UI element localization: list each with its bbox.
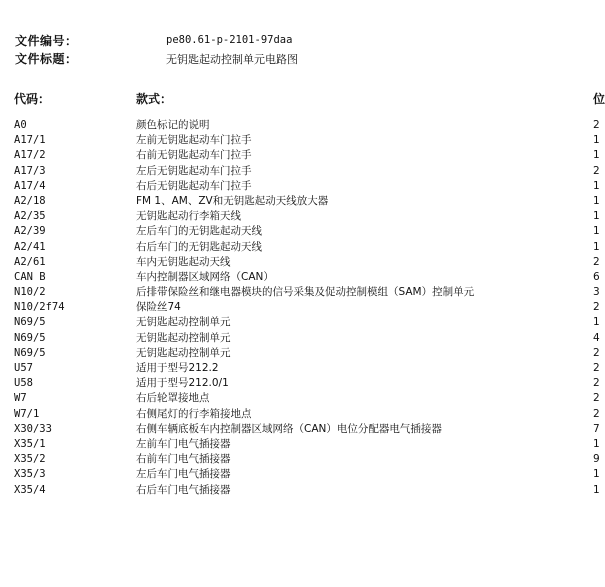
component-description: 无钥匙起动控制单元 [136,331,231,344]
component-position: 2 [593,164,600,177]
column-header-description: 款式： [136,92,173,106]
component-description: 左前无钥匙起动车门拉手 [136,134,252,147]
table-row [0,240,601,255]
table-row [0,300,601,315]
component-description: 后排带保险丝和继电器模块的信号采集及促动控制模组（SAM）控制单元 [136,286,475,299]
component-position: 1 [593,240,600,253]
component-description: 右后轮罩接地点 [136,392,210,405]
table-row [0,270,601,285]
component-position: 7 [593,422,600,435]
component-position: 1 [593,483,600,496]
component-position: 2 [593,346,600,359]
component-description: 左后车门的无钥匙起动天线 [136,225,262,238]
component-description: 左后无钥匙起动车门拉手 [136,164,252,177]
table-row [0,285,601,300]
component-description: 右侧车辆底板车内控制器区域网络（CAN）电位分配器电气插接器 [136,422,442,435]
component-description: 右后车门的无钥匙起动天线 [136,240,262,253]
component-description: 保险丝74 [136,301,181,314]
component-position: 2 [593,362,600,374]
component-code: W7 [14,392,27,405]
table-row [0,209,601,224]
component-description: 右前车门电气插接器 [136,453,231,466]
component-code: A17/1 [14,134,46,147]
component-description: 右后无钥匙起动车门拉手 [136,179,252,192]
table-row [0,483,601,498]
component-position: 4 [593,331,600,344]
component-code: A17/3 [14,164,46,177]
table-row [0,255,601,270]
table-row [0,346,601,361]
component-code: X35/4 [14,483,46,496]
component-code: A0 [14,119,27,131]
component-code: X30/33 [14,422,52,435]
component-code: CAN B [14,270,46,283]
component-position: 3 [593,286,600,299]
table-row [0,148,601,163]
component-position: 2 [593,255,600,268]
component-code: N69/5 [14,346,46,359]
component-position: 1 [593,194,600,207]
component-position: 1 [593,134,600,147]
component-description: 车内无钥匙起动天线 [136,255,231,268]
component-code: A2/39 [14,225,46,238]
component-position: 1 [593,210,600,223]
component-code: A17/4 [14,179,46,192]
table-row [0,391,601,406]
component-position: 1 [593,225,600,238]
component-description: 右前无钥匙起动车门拉手 [136,149,252,162]
component-code: A2/35 [14,210,46,223]
component-description: 右后车门电气插接器 [136,483,231,496]
component-code: N10/2f74 [14,301,65,314]
component-position: 2 [593,407,600,420]
component-position: 2 [593,377,600,390]
table-row [0,224,601,239]
table-row [0,118,601,133]
column-header-code: 代码： [14,92,51,106]
doc-title-value: 无钥匙起动控制单元电路图 [166,53,298,66]
component-code: A2/61 [14,255,46,268]
table-row [0,194,601,209]
component-position: 1 [593,437,600,450]
component-description: 右侧尾灯的行李箱接地点 [136,407,252,420]
doc-title-label: 文件标题： [15,52,78,66]
table-row [0,133,601,148]
component-description: FM 1、AM、ZV和无钥匙起动天线放大器 [136,194,329,207]
component-position: 1 [593,149,600,162]
component-code: A17/2 [14,149,46,162]
component-code: N69/5 [14,331,46,344]
table-row [0,331,601,346]
doc-number-value: pe80.61-p-2101-97daa [166,34,293,46]
component-description: 左前车门电气插接器 [136,437,231,450]
component-description: 颜色标记的说明 [136,119,210,131]
component-code: X35/1 [14,437,46,450]
table-row [0,361,601,376]
component-code: N10/2 [14,286,46,299]
component-description: 无钥匙起动控制单元 [136,346,231,359]
component-description: 适用于型号212.2 [136,362,219,374]
table-row [0,452,601,467]
component-position: 9 [593,453,600,466]
component-code: A2/41 [14,240,46,253]
component-code: U57 [14,362,33,374]
table-row [0,437,601,452]
component-code: A2/18 [14,194,46,207]
component-code: X35/2 [14,453,46,466]
component-position: 6 [593,270,600,283]
component-code: U58 [14,377,33,390]
component-position: 2 [593,119,600,131]
component-description: 车内控制器区域网络（CAN） [136,270,274,283]
column-header-position: 位 [593,92,605,106]
component-code: W7/1 [14,407,40,420]
component-description: 适用于型号212.0/1 [136,377,229,390]
component-code: N69/5 [14,316,46,329]
component-description: 左后车门电气插接器 [136,468,231,481]
component-table [0,118,601,498]
component-position: 1 [593,468,600,481]
table-row [0,407,601,422]
component-code: X35/3 [14,468,46,481]
table-row [0,315,601,330]
table-row [0,467,601,482]
component-position: 2 [593,392,600,405]
component-position: 2 [593,301,600,314]
component-position: 1 [593,179,600,192]
table-row [0,376,601,391]
component-description: 无钥匙起动行李箱天线 [136,210,241,223]
component-position: 1 [593,316,600,329]
table-row [0,179,601,194]
component-description: 无钥匙起动控制单元 [136,316,231,329]
table-row [0,422,601,437]
table-row [0,164,601,179]
doc-number-label: 文件编号： [15,34,78,48]
